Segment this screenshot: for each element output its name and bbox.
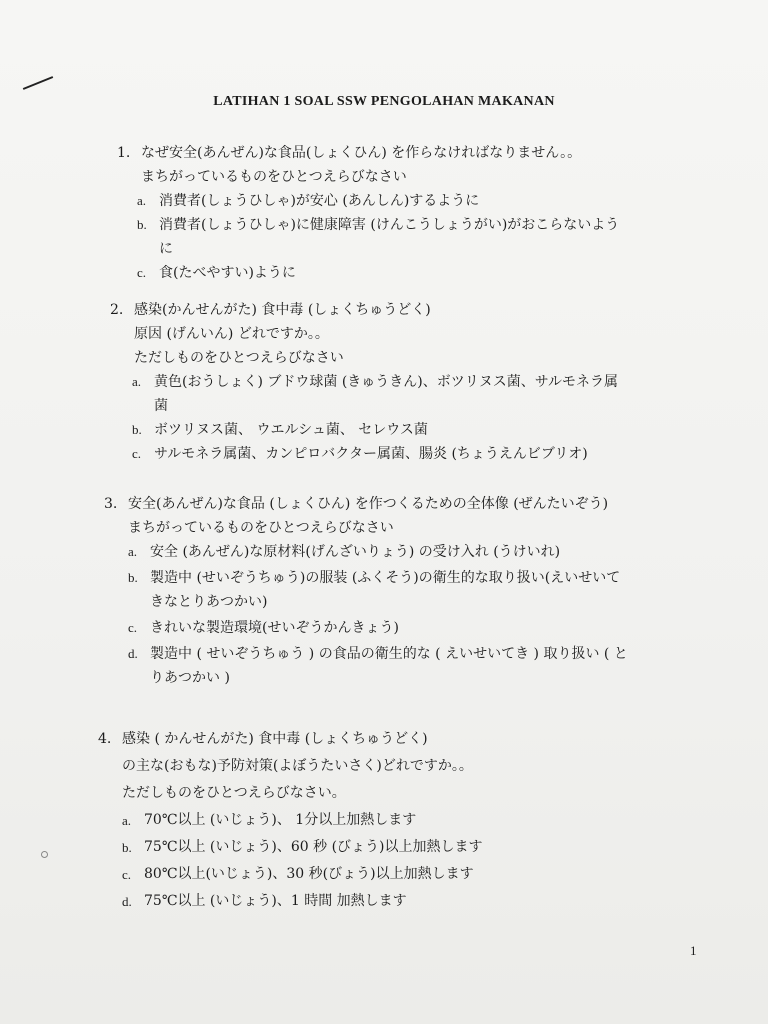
option-text: 食(たべやすい)ように [159, 265, 296, 281]
option-text: 75℃以上 (いじょう)、60 秒 (びょう)以上加熱します [144, 839, 483, 855]
question-1 [117, 141, 620, 285]
question-text: なぜ安全(あんぜん)な食品(しょくひん) を作らなければなりません。。 [141, 145, 582, 161]
question-3 [104, 492, 628, 690]
option-letter: d. [122, 894, 132, 909]
option-c [128, 616, 628, 640]
question-number: 4. [98, 731, 112, 747]
option-d [122, 888, 483, 915]
question-text: 感染 ( かんせんがた) 食中毒 (しょくちゅうどく) [122, 731, 428, 747]
question-text: 感染(かんせんがた) 食中毒 (しょくちゅうどく) [134, 302, 431, 318]
question-number: 2. [110, 302, 124, 318]
question-text: 安全(あんぜん)な食品 (しょくひん) を作つくるための全体像 (ぜんたいぞう) [128, 496, 609, 512]
option-text: 70℃以上 (いじょう)、 1分以上加熱します [144, 812, 417, 828]
page-number: 1 [690, 943, 697, 958]
option-text: サルモネラ属菌、カンピロバクター属菌、腸炎 (ちょうえんビブリオ) [154, 446, 588, 462]
question-number: 1. [117, 145, 131, 161]
option-letter: a. [137, 193, 147, 208]
option-letter: a. [122, 813, 132, 828]
option-text-continued: に [159, 241, 173, 257]
option-a [137, 189, 619, 213]
option-text: 消費者(しょうひしゃ)に健康障害 (けんこうしょうがい)がおこらないよう [159, 217, 620, 233]
option-text: ボツリヌス菌、 ウエルシュ菌、 セレウス菌 [154, 422, 428, 438]
question-text: の主な(おもな)予防対策(よぼうたいさく)どれですか。。 [122, 758, 473, 774]
document-title: LATIHAN 1 SOAL SSW PENGOLAHAN MAKANAN [213, 94, 555, 109]
option-text: 製造中 (せいぞうちゅう)の服装 (ふくそう)の衛生的な取り扱い(えいせいて [150, 570, 621, 586]
option-b [122, 834, 483, 861]
question-number: 3. [104, 496, 118, 512]
option-a [128, 540, 628, 564]
question-instruction: まちがっているものをひとつえらびなさい [141, 169, 407, 185]
option-letter: c. [122, 867, 132, 882]
option-text-continued: きなとりあつかい) [150, 594, 268, 610]
paper-speck [41, 851, 48, 858]
question-instruction: ただしものをひとつえらびなさい [134, 350, 344, 366]
option-b [137, 213, 620, 261]
question-instruction: まちがっているものをひとつえらびなさい [128, 520, 394, 536]
option-text: きれいな製造環境(せいぞうかんきょう) [150, 620, 399, 636]
option-text: 黄色(おうしょく) ブドウ球菌 (きゅうきん)、ボツリヌス菌、サルモネラ属 [154, 374, 619, 390]
option-letter: b. [137, 217, 147, 232]
option-b [128, 566, 628, 614]
option-d [128, 642, 628, 690]
pen-mark [23, 76, 53, 90]
option-text-continued: りあつかい ) [150, 670, 230, 686]
question-4 [98, 726, 483, 915]
option-text: 消費者(しょうひしゃ)が安心 (あんしん)するように [159, 193, 480, 209]
option-text: 80℃以上(いじょう)、30 秒(びょう)以上加熱します [144, 866, 474, 882]
option-c [122, 861, 483, 888]
option-text: 安全 (あんぜん)な原材料(げんざいりょう) の受け入れ (うけいれ) [150, 544, 561, 560]
option-text: 75℃以上 (いじょう)、1 時間 加熱します [144, 893, 407, 909]
option-letter: b. [132, 422, 142, 437]
option-letter: b. [122, 840, 132, 855]
question-2 [110, 298, 619, 466]
option-letter: a. [132, 374, 142, 389]
option-c [132, 442, 618, 466]
option-letter: d. [128, 646, 138, 661]
option-letter: a. [128, 544, 138, 559]
option-letter: c. [137, 265, 147, 280]
question-instruction: ただしものをひとつえらびなさい。 [122, 785, 346, 801]
option-b [132, 418, 618, 442]
option-a [122, 807, 483, 834]
option-letter: b. [128, 570, 138, 585]
option-text-continued: 菌 [154, 398, 168, 414]
option-letter: c. [128, 620, 138, 635]
option-text: 製造中 ( せいぞうちゅう ) の食品の衛生的な ( えいせいてき ) 取り扱い ( と [150, 646, 628, 662]
option-letter: c. [132, 446, 142, 461]
question-text: 原因 (げんいん) どれですか。。 [134, 326, 329, 342]
option-a [132, 370, 619, 418]
option-c [137, 261, 619, 285]
